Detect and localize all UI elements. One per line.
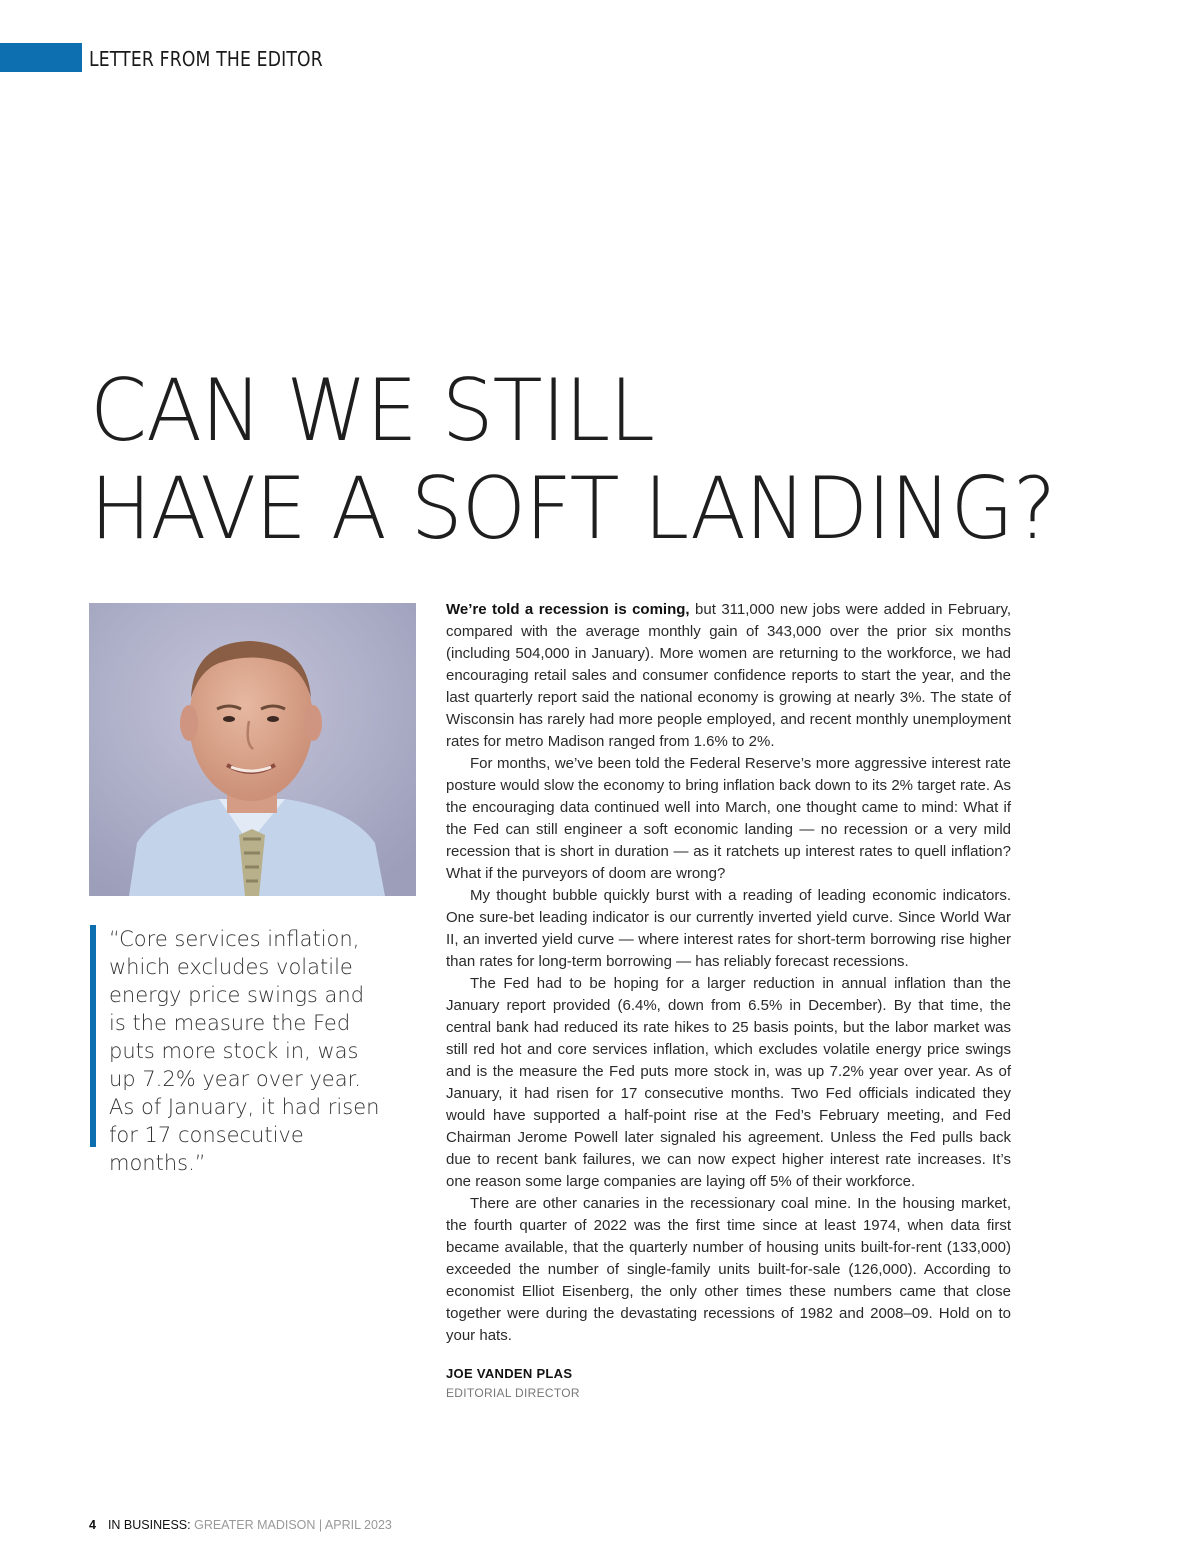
issue-date: APRIL 2023: [322, 1518, 392, 1532]
section-label: LETTER FROM THE EDITOR: [89, 47, 323, 71]
article-paragraph-1: [446, 599, 1011, 753]
page-title: [90, 362, 1150, 558]
publication-name: IN BUSINESS:: [107, 1518, 191, 1532]
publication-region: GREATER MADISON: [190, 1518, 319, 1532]
article-paragraph-2: For months, we’ve been told the Federal Reserve’s more aggressive interest rate posture would slow the economy to bring inflation back down to its 2% target rate. As the encouraging data continued well into March, one thought came to mind: What if the Fed can still engineer a soft economic landing — no recession or a very mild recession that is short in duration — as it ratchets up interest rates to quell inflation? What if the purveyors of doom are wrong?: [446, 755, 1011, 882]
section-accent-bar: [0, 43, 82, 72]
footer-separator: |: [318, 1518, 323, 1532]
article-paragraph-4: The Fed had to be hoping for a larger reduction in annual inflation than the January report provided (6.4%, down from 6.5% in December). By that time, the central bank had reduced its rate hikes to 25 basis points, but the labor market was still red hot and core services inflation, which excludes volatile energy price swings and is the measure the Fed puts more stock in, was up 7.2% year over year. As of January, it had risen for 17 consecutive months. Two Fed officials indicated they would have supported a half-point rise at the Fed’s February meeting, and Fed Chairman Jerome Powell later signaled his agreement. Unless the Fed pulls back due to recent bank failures, we can now expect higher interest rate increases. It’s one reason some large companies are laying off 5% of their workforce.: [446, 975, 1011, 1190]
author-portrait-photo: [89, 603, 416, 896]
page-number: 4: [89, 1518, 96, 1532]
pull-quote: [90, 925, 386, 1175]
title-line-2: HAVE A SOFT LANDING?: [90, 459, 1056, 559]
article-lead-in: We’re told a recession is coming,: [446, 601, 690, 618]
article-body: [446, 599, 1011, 1347]
article-paragraph-3: My thought bubble quickly burst with a reading of leading economic indicators. One sure-bet leading indicator is our currently inverted yield curve. Since World War II, an inverted yield curve — where interest rates for short-term borrowing rise higher than rates for long-term borrowing — has reliably forecast recessions.: [446, 887, 1011, 970]
portrait-icon: [89, 603, 416, 896]
author-title: EDITORIAL DIRECTOR: [446, 1386, 580, 1400]
page-footer: [89, 1516, 392, 1534]
article-paragraph-5: There are other canaries in the recessionary coal mine. In the housing market, the fourth quarter of 2022 was the first time since at least 1974, when data first became available, that the quarterly number of housing units built-for-rent (133,000) exceeded the number of single-family units built-for-sale (126,000). According to economist Elliot Eisenberg, the only other times these numbers came that close together were during the devastating recessions of 1982 and 2008–09. Hold on to your hats.: [446, 1195, 1011, 1344]
pull-quote-text: “Core services inflation, which excludes volatile energy price swings and is the measure the Fed puts more stock in, was up 7.2% year over year. As of January, it had risen for 17 consecutive months.”: [109, 927, 380, 1175]
title-line-1: CAN WE STILL: [90, 361, 654, 461]
author-name: JOE VANDEN PLAS: [446, 1366, 573, 1381]
article-paragraph-1-text: but 311,000 new jobs were added in February, compared with the average monthly gain of 343,000 over the prior six months (including 504,000 in January). More women are returning to the workforce, we had encouraging retail sales and consumer confidence reports to start the year, and the last quarterly report said the national economy is growing at nearly 3%. The state of Wisconsin has rarely had more people employed, and recent monthly unemployment rates for metro Madison ranged from 1.6% to 2%.: [446, 601, 1011, 750]
